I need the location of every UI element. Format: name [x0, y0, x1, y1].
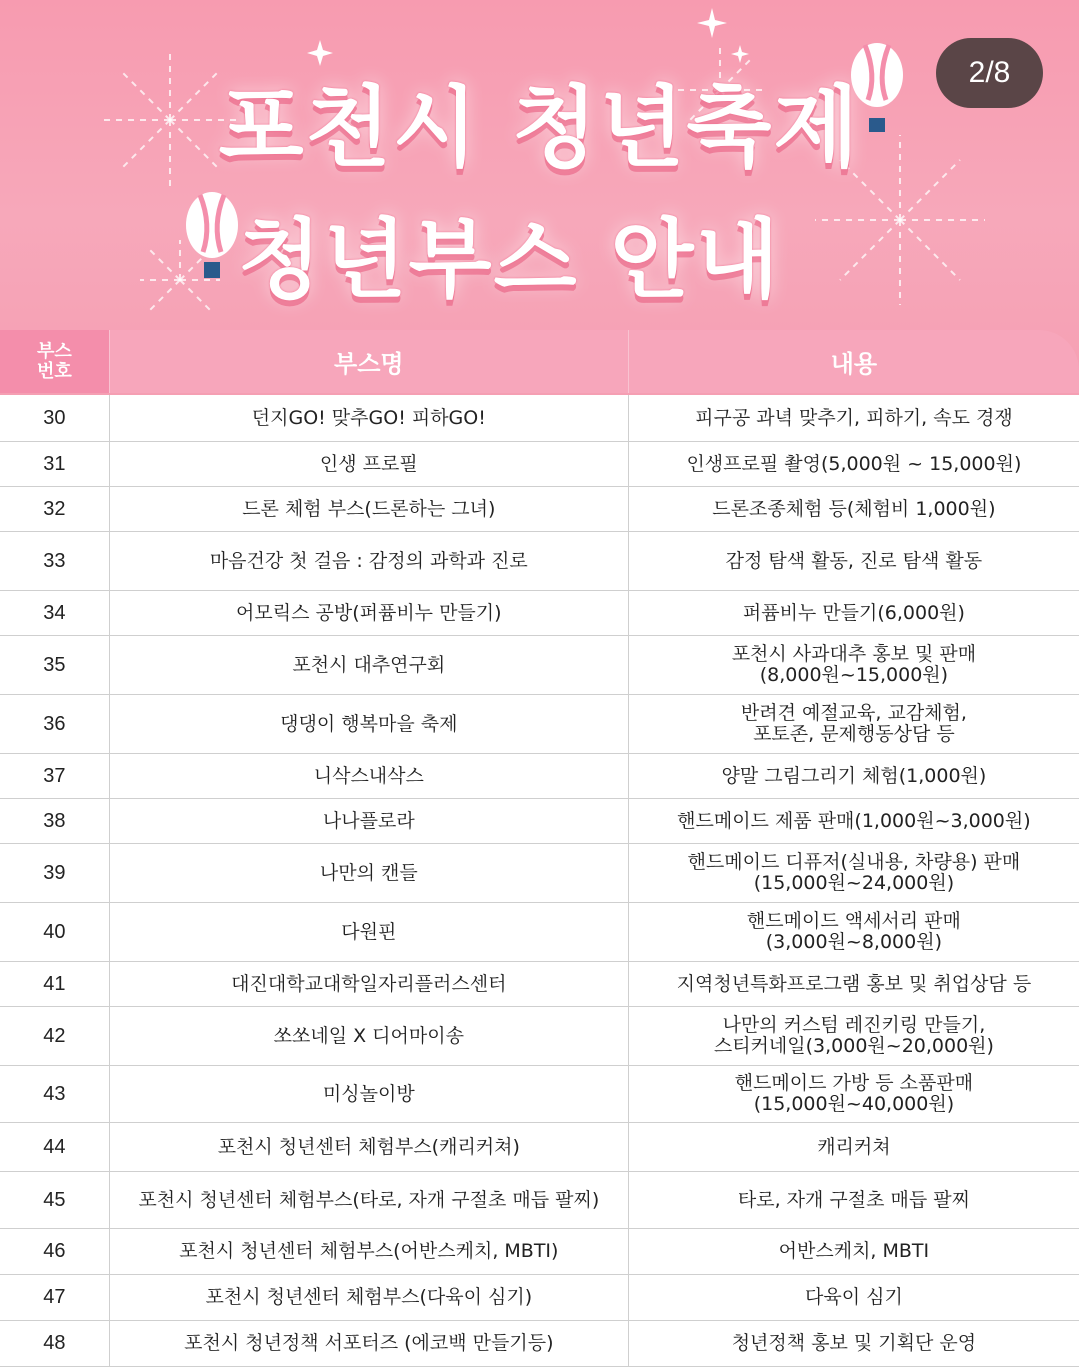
booth-number: 35	[43, 653, 66, 676]
table-row	[0, 844, 1079, 903]
booth-name: 포천시 청년정책 서포터즈 (에코백 만들기등)	[109, 1321, 628, 1366]
booth-name: 다원핀	[109, 903, 628, 961]
booth-name: 대진대학교대학일자리플러스센터	[109, 962, 628, 1006]
table-row	[0, 1172, 1079, 1229]
banner-title-line2: 청년부스 안내	[238, 210, 781, 310]
booth-content: 핸드메이드 제품 판매(1,000원~3,000원)	[628, 799, 1079, 843]
booth-number: 43	[43, 1082, 66, 1105]
booth-number: 38	[43, 809, 66, 832]
booth-content: 피구공 과녁 맞추기, 피하기, 속도 경쟁	[628, 395, 1079, 441]
booth-number: 40	[43, 920, 66, 943]
header-booth-name: 부스명	[109, 330, 628, 393]
booth-content: 감정 탐색 활동, 진로 탐색 활동	[628, 532, 1079, 590]
booth-content: 반려견 예절교육, 교감체험, 포토존, 문제행동상담 등	[628, 695, 1079, 753]
booth-name: 쏘쏘네일 X 디어마이송	[109, 1007, 628, 1065]
booth-content: 청년정책 홍보 및 기획단 운영	[628, 1321, 1079, 1366]
header-content: 내용	[628, 330, 1079, 393]
booth-content: 핸드메이드 액세서리 판매 (3,000원~8,000원)	[628, 903, 1079, 961]
booth-number: 32	[43, 497, 66, 520]
booth-name: 미싱놀이방	[109, 1066, 628, 1122]
booth-number: 36	[43, 712, 66, 735]
booth-name: 나만의 캔들	[109, 844, 628, 902]
booth-name: 어모릭스 공방(퍼퓸비누 만들기)	[109, 591, 628, 635]
booth-content: 지역청년특화프로그램 홍보 및 취업상담 등	[628, 962, 1079, 1006]
booth-name: 니삭스내삭스	[109, 754, 628, 798]
booth-content: 어반스케치, MBTI	[628, 1229, 1079, 1274]
booth-name: 포천시 대추연구회	[109, 636, 628, 694]
booth-name: 던지GO! 맞추GO! 피하GO!	[109, 395, 628, 441]
booth-content: 드론조종체험 등(체험비 1,000원)	[628, 487, 1079, 531]
booth-number: 37	[43, 764, 66, 787]
booth-content: 타로, 자개 구절초 매듭 팔찌	[628, 1172, 1079, 1228]
booth-content: 인생프로필 촬영(5,000원 ~ 15,000원)	[628, 442, 1079, 486]
booth-number: 39	[43, 861, 66, 884]
booth-number: 47	[43, 1286, 66, 1308]
table-row	[0, 903, 1079, 962]
booth-number: 46	[43, 1240, 66, 1262]
booth-content: 캐리커쳐	[628, 1123, 1079, 1171]
table-row	[0, 754, 1079, 799]
table-header	[0, 330, 1079, 393]
booth-name: 포천시 청년센터 체험부스(다육이 심기)	[109, 1275, 628, 1320]
table-row	[0, 1007, 1079, 1066]
booth-name: 댕댕이 행복마을 축제	[109, 695, 628, 753]
table-row	[0, 1066, 1079, 1123]
table-row	[0, 636, 1079, 695]
table-row	[0, 591, 1079, 636]
booth-number: 30	[43, 406, 66, 429]
table-row	[0, 442, 1079, 487]
table-row	[0, 1321, 1079, 1367]
booth-content: 양말 그림그리기 체험(1,000원)	[628, 754, 1079, 798]
booth-content: 퍼퓸비누 만들기(6,000원)	[628, 591, 1079, 635]
table-row	[0, 487, 1079, 532]
booth-number: 42	[43, 1024, 66, 1047]
booth-number: 41	[43, 972, 66, 995]
booth-table	[0, 395, 1079, 1367]
page-counter: 2/8	[936, 38, 1043, 108]
table-row	[0, 799, 1079, 844]
table-row	[0, 1123, 1079, 1172]
booth-name: 인생 프로필	[109, 442, 628, 486]
booth-number: 48	[43, 1332, 66, 1354]
booth-content: 다육이 심기	[628, 1275, 1079, 1320]
booth-number: 45	[43, 1188, 66, 1211]
booth-number: 31	[43, 452, 66, 475]
table-row	[0, 1229, 1079, 1275]
booth-number: 34	[43, 601, 66, 624]
booth-content: 핸드메이드 가방 등 소품판매 (15,000원~40,000원)	[628, 1066, 1079, 1122]
booth-content: 나만의 커스텀 레진키링 만들기, 스티커네일(3,000원~20,000원)	[628, 1007, 1079, 1065]
table-row	[0, 695, 1079, 754]
table-row	[0, 395, 1079, 442]
booth-name: 포천시 청년센터 체험부스(캐리커쳐)	[109, 1123, 628, 1171]
booth-content: 포천시 사과대추 홍보 및 판매 (8,000원~15,000원)	[628, 636, 1079, 694]
table-row	[0, 1275, 1079, 1321]
booth-name: 포천시 청년센터 체험부스(타로, 자개 구절초 매듭 팔찌)	[109, 1172, 628, 1228]
booth-name: 드론 체험 부스(드론하는 그녀)	[109, 487, 628, 531]
booth-content: 핸드메이드 디퓨저(실내용, 차량용) 판매 (15,000원~24,000원)	[628, 844, 1079, 902]
table-row	[0, 532, 1079, 591]
banner-title-line1: 포천시 청년축제	[218, 76, 861, 179]
booth-number: 33	[43, 549, 66, 572]
booth-number: 44	[43, 1135, 66, 1158]
table-row	[0, 962, 1079, 1007]
booth-name: 마음건강 첫 걸음 : 감정의 과학과 진로	[109, 532, 628, 590]
header-booth-number: 부스 번호	[0, 330, 109, 393]
booth-name: 포천시 청년센터 체험부스(어반스케치, MBTI)	[109, 1229, 628, 1274]
booth-name: 나나플로라	[109, 799, 628, 843]
